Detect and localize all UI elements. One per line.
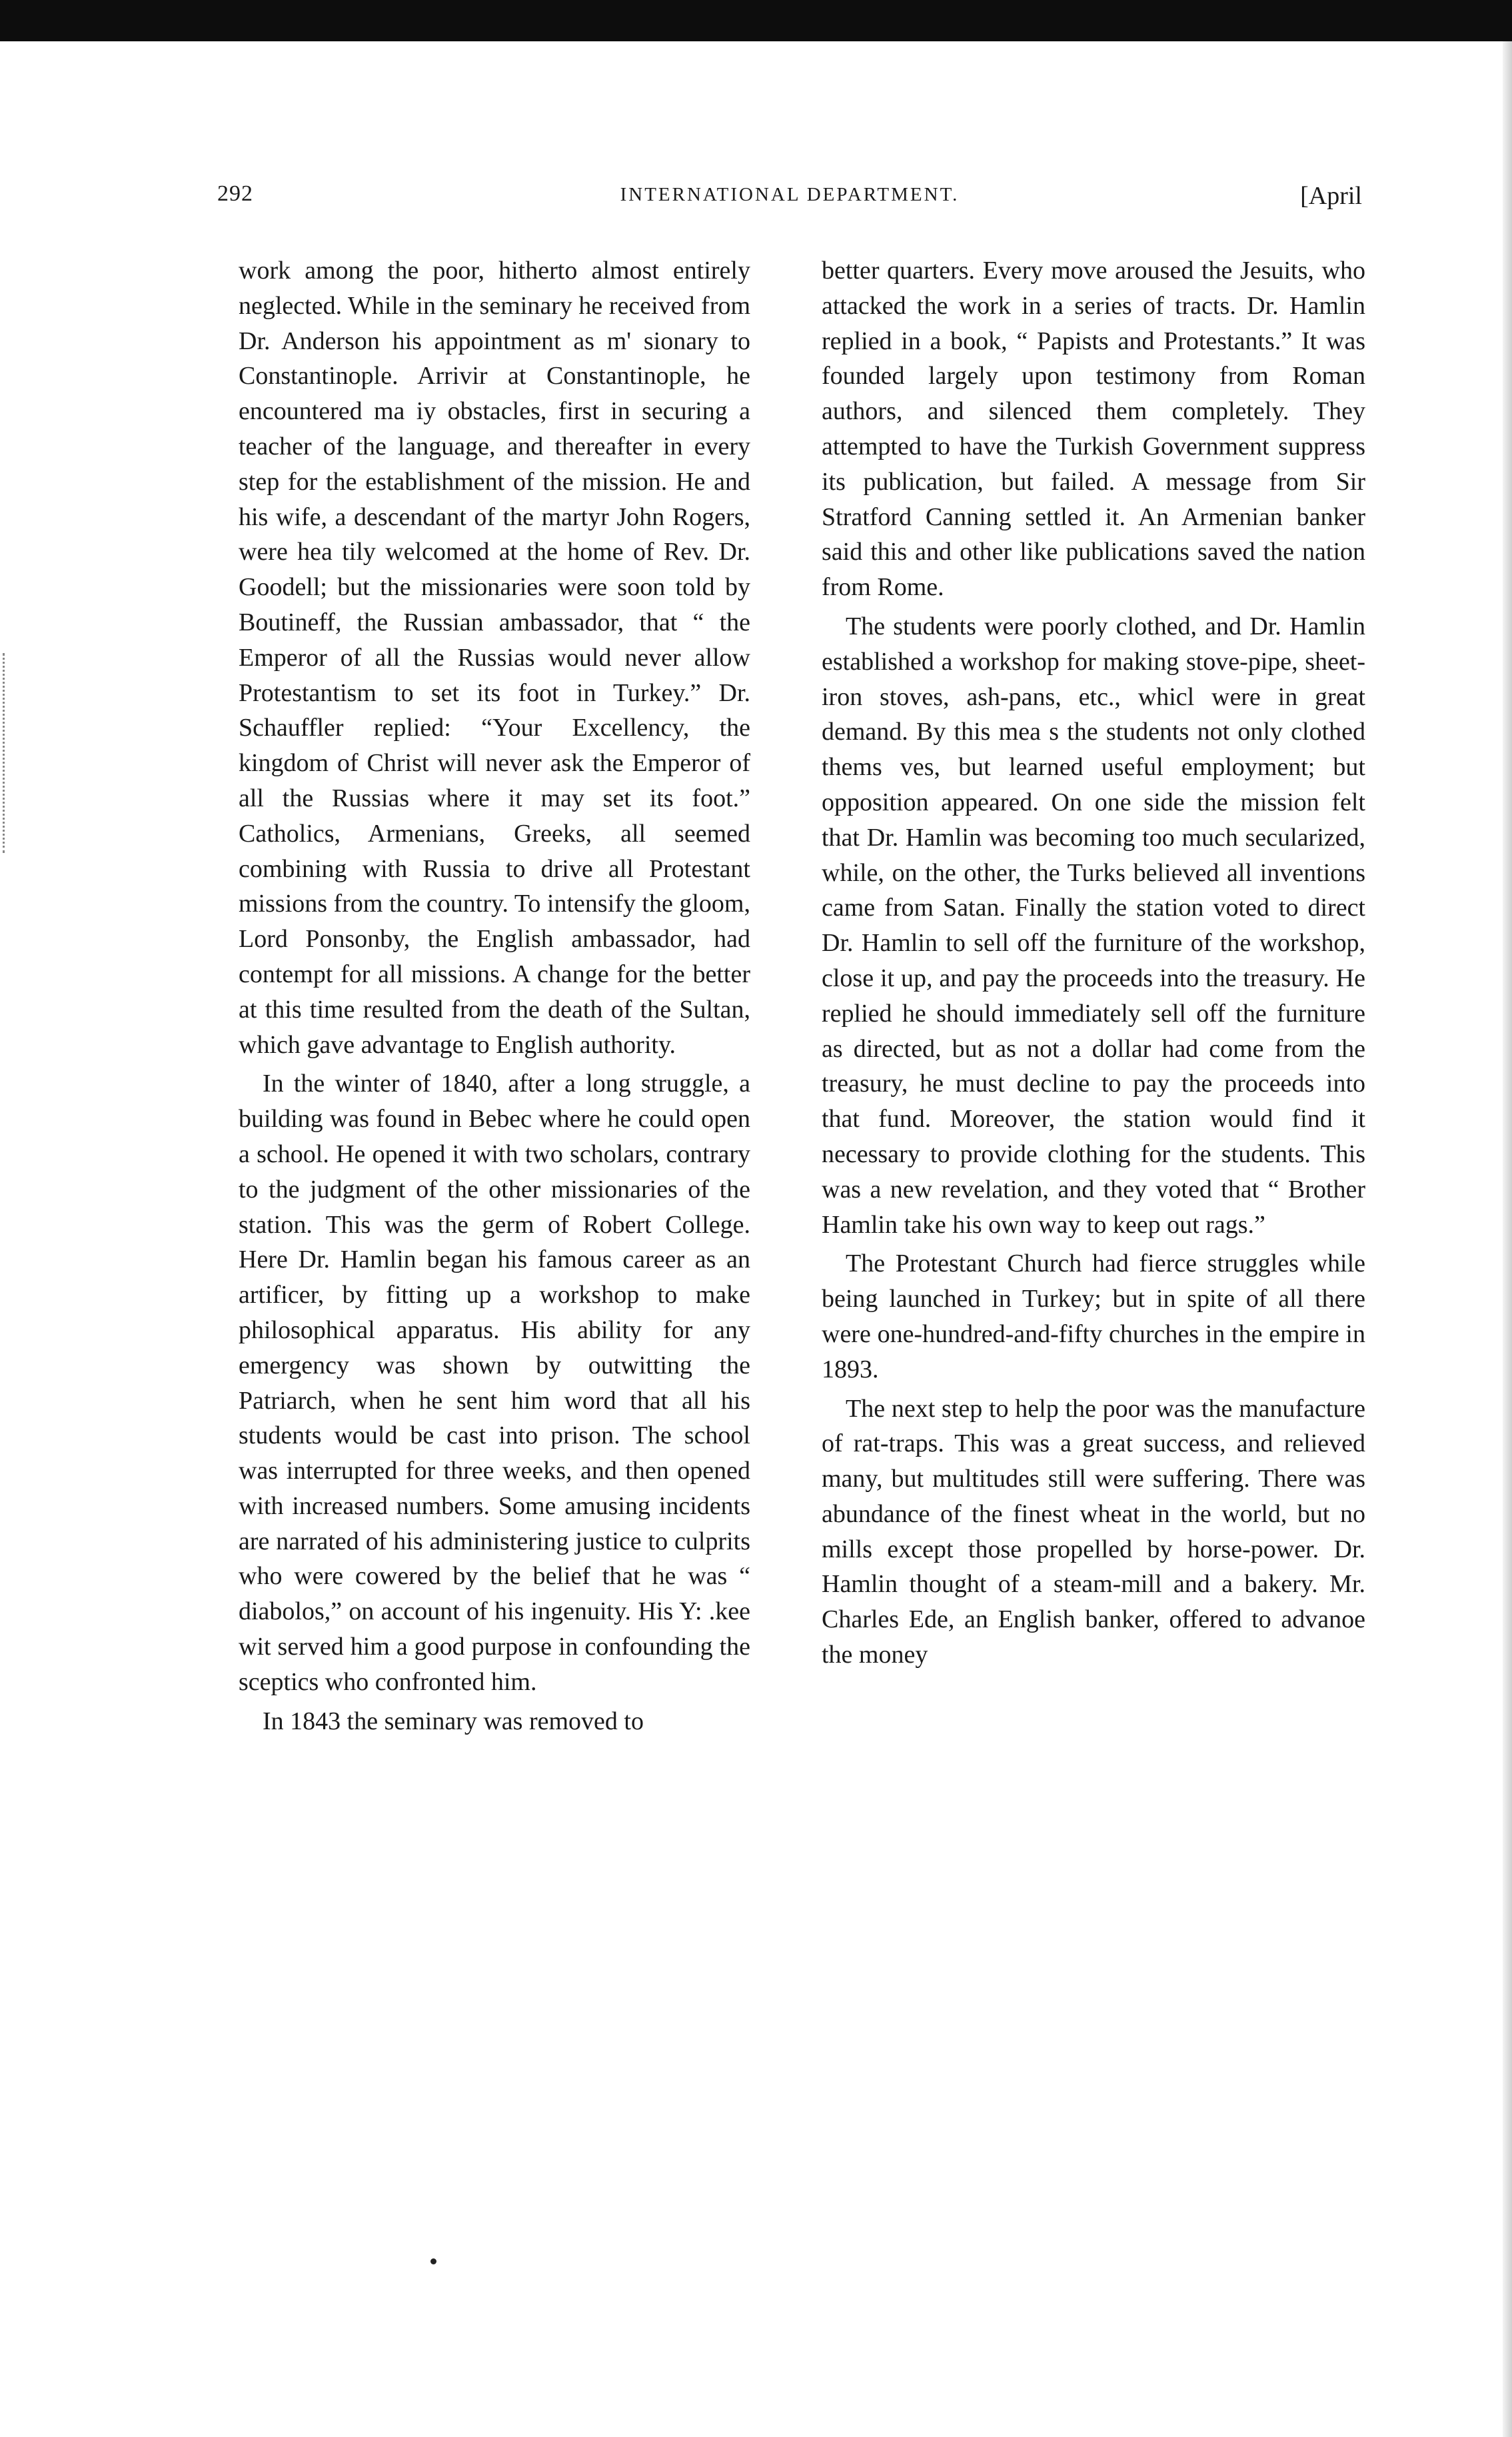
page-number: 292	[217, 181, 253, 206]
scan-right-edge	[1503, 41, 1512, 2437]
paragraph: The next step to help the poor was the manufacture of rat-traps. This was a great success, and relieved many, but multitudes still were suffering. There was abundance of the finest wheat in the world, but no mills except those propelled by horse-power. Dr. Hamlin thought of a steam-mill and a bakery. Mr. Charles Ede, an English banker, offered to advanoe the money	[822, 1394, 1365, 1669]
right-column	[822, 253, 1365, 1673]
issue-month: [April	[1300, 182, 1362, 210]
paragraph: The students were poorly clothed, and Dr. Hamlin established a workshop for making stove-pipe, sheet-iron stoves, ash-pans, etc., whicl were in great demand. By this mea s the students not only clothed thems ves, but learned useful employment; but opposition appeared. On one side the mission felt that Dr. Hamlin was becoming too much secularized, while, on the other, the Turks believed all inventions came from Satan. Finally the station voted to direct Dr. Hamlin to sell off the furniture of the workshop, close it up, and pay the proceeds into the treasury. He replied he should immediately sell off the furniture as directed, but as not a dollar had come from the treasury, he must decline to pay the proceeds into that fund. Moreover, the station would find it necessary to provide clothing for the students. This was a new revelation, and they voted that “ Brother Hamlin take his own way to keep out rags.”	[822, 612, 1365, 1239]
running-title: INTERNATIONAL DEPARTMENT.	[620, 184, 960, 205]
footer-dot-mark	[430, 2258, 436, 2264]
page-header	[217, 181, 1362, 228]
paragraph: In 1843 the seminary was removed to	[263, 1707, 644, 1735]
scan-left-margin-marks	[3, 653, 7, 853]
left-column	[239, 253, 750, 1739]
paragraph: work among the poor, hitherto almost entirely neglected. While in the seminary he received from Dr. Anderson his appointment as m' sionary to Constantinople. Arrivir at Constantinople, he encountered ma iy obstacles, first in securing a teacher of the language, and thereafter in every step for the establishment of the mission. He and his wife, a descendant of the martyr John Rogers, were hea tily welcomed at the home of Rev. Dr. Goodell; but the missionaries were soon told by Boutineff, the Russian ambassador, that “ the Emperor of all the Russias would never allow Protestantism to set its foot in Turkey.” Dr. Schauffler replied: “Your Excellency, the kingdom of Christ will never ask the Emperor of all the Russias where it may set its foot.” Catholics, Armenians, Greeks, all seemed combining with Russia to drive all Protestant missions from the country. To intensify the gloom, Lord Ponsonby, the English ambassador, had contempt for all missions. A change for the better at this time resulted from the death of the Sultan, which gave advantage to English authority.	[239, 257, 750, 1059]
paragraph: The Protestant Church had fierce struggles while being launched in Turkey; but in spite of all there were one-hundred-and-fifty churches in the empire in 1893.	[822, 1249, 1365, 1383]
scan-top-border	[0, 0, 1512, 41]
paragraph: In the winter of 1840, after a long struggle, a building was found in Bebec where he could open a school. He opened it with two scholars, contrary to the judgment of the other missionaries of the station. This was the germ of Robert College. Here Dr. Hamlin began his famous career as an artificer, by fitting up a workshop to make philosophical apparatus. His ability for any emergency was shown by outwitting the Patriarch, when he sent him word that all his students would be cast into prison. The school was interrupted for three weeks, and then opened with increased numbers. Some amusing incidents are narrated of his administering justice to culprits who were cowered by the belief that he was “ diabolos,” on account of his ingenuity. His Y: .kee wit served him a good purpose in confounding the sceptics who confronted him.	[239, 1070, 750, 1696]
paragraph: better quarters. Every move aroused the Jesuits, who attacked the work in a series of tracts. Dr. Hamlin replied in a book, “ Papists and Protestants.” It was founded largely upon testimony from Roman authors, and silenced them completely. They attempted to have the Turkish Government suppress its publication, but failed. A message from Sir Stratford Canning settled it. An Armenian banker said this and other like publications saved the nation from Rome.	[822, 257, 1365, 602]
